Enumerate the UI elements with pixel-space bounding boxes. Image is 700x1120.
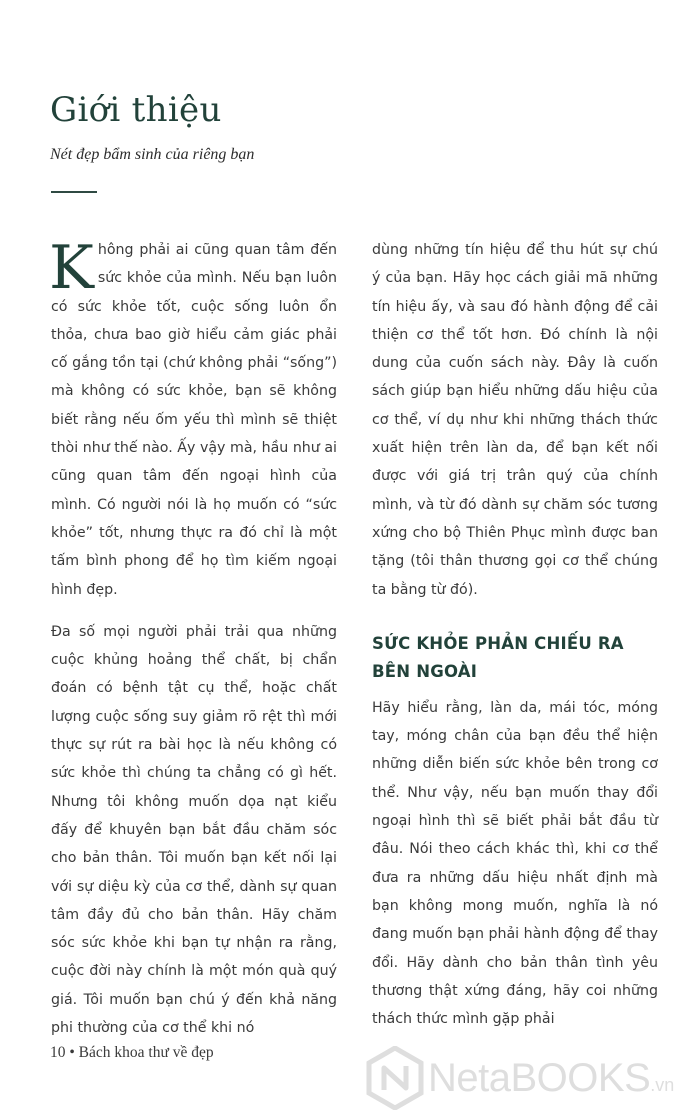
- chapter-title: Giới thiệu: [50, 90, 222, 130]
- section-heading: SỨC KHỎE PHẢN CHIẾU RA BÊN NGOÀI: [372, 633, 624, 681]
- intro-paragraph-text: hông phải ai cũng quan tâm đến sức khỏe của mình. Nếu bạn luôn có sức khỏe tốt, cuộc sống luôn ổn thỏa, chưa bao giờ hiểu cảm giác phải cố gắng tồn tại (chứ không phải “sống”) mà không có sức khỏe, bạn sẽ không biết rằng nếu ốm yếu thì mình sẽ thiệt thòi như thế nào. Ấy vậy mà, hầu như ai cũng quan tâm đến ngoại hình của mình. Có người nói là họ muốn có “sức khỏe” tốt, nhưng thực ra đó chỉ là một tấm bình phong để họ tìm kiếm ngoại hình đẹp.: [51, 242, 337, 598]
- drop-cap: K: [49, 233, 94, 303]
- section-paragraph: Hãy hiểu rằng, làn da, mái tóc, móng tay, móng chân của bạn đều thể hiện những diễn biến sức khỏe bên trong cơ thể. Như vậy, nếu bạn muốn thay đổi ngoại hình thì sẽ biết phải bắt đầu từ đâu. Nói theo cách khác thì, khi cơ thể đưa ra những dấu hiệu nhất định mà bạn không mong muốn, nghĩa là nó đang muốn bạn phải hành động để thay đổi. Hãy dành cho bản thân tình yêu thương thật xứng đáng, hãy coi những thách thức mình gặp phải: [372, 699, 658, 1028]
- second-paragraph: Đa số mọi người phải trải qua những cuộc khủng hoảng thể chất, bị chẩn đoán có bệnh tật cụ thể, hoặc chất lượng cuộc sống suy giảm rõ rệt thì mới thực sự rút ra bài học là nếu không có sức khỏe thì chúng ta chẳng có gì hết. Nhưng tôi không muốn dọa nạt kiểu đấy để khuyên bạn bắt đầu chăm sóc cho bản thân. Tôi muốn bạn kết nối lại với sự diệu kỳ của cơ thể, dành sự quan tâm đầy đủ cho bản thân. Hãy chăm sóc sức khỏe khi bạn tự nhận ra rằng, cuộc đời này chính là một món quà quý giá. Tôi muốn bạn chú ý đến khả năng phi thường của cơ thể khi nó: [51, 623, 337, 1037]
- chapter-subtitle: Nét đẹp bẩm sinh của riêng bạn: [50, 146, 255, 163]
- title-divider: [51, 191, 97, 193]
- left-column: [49, 233, 337, 1042]
- continued-paragraph: dùng những tín hiệu để thu hút sự chú ý của bạn. Hãy học cách giải mã những tín hiệu ấy, và sau đó hành động để cải thiện cơ thể tốt hơn. Đó chính là nội dung của cuốn sách này. Đây là cuốn sách giúp bạn hiểu những dấu hiệu của cơ thể, ví dụ như khi những thách thức xuất hiện trên làn da, để bạn kết nối được với giá trị trân quý của chính mình, và từ đó dành sự chăm sóc tương xứng cho bộ Thiên Phục mình được ban tặng (tôi thân thương gọi cơ thể chúng ta bằng từ đó).: [372, 242, 658, 598]
- page-footer: 10 • Bách khoa thư về đẹp: [50, 1044, 214, 1061]
- intro-paragraph: [49, 233, 337, 604]
- watermark-suffix: .vn: [650, 1075, 675, 1095]
- right-column: [372, 236, 658, 1033]
- watermark-brand: NetaBOOKS: [428, 1055, 651, 1100]
- watermark: [366, 1046, 674, 1110]
- netabooks-logo-icon: [366, 1046, 424, 1110]
